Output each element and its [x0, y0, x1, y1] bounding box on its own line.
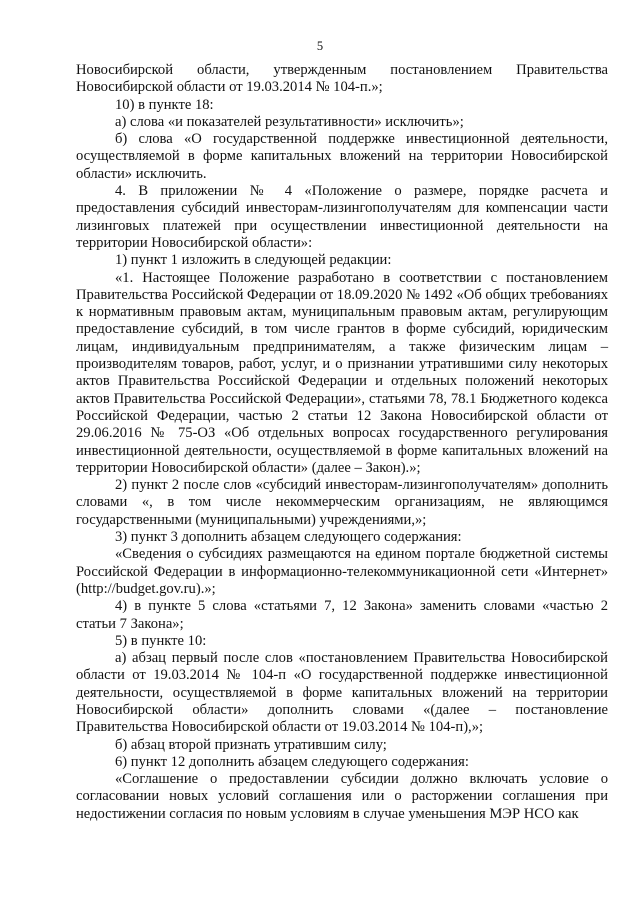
paragraph-item-3: 3) пункт 3 дополнить абзацем следующего содержания: [115, 529, 462, 546]
paragraph-item-1: 1) пункт 1 изложить в следующей редакции: [115, 252, 392, 269]
paragraph-item-6-quote: «Соглашение о предоставлении субсидии должно включать условие о согласовании новых условий соглашения или о расторжении соглашения при недостижении согласия по новым условиям в случае уменьшения МЭР НСО как [76, 771, 608, 822]
paragraph-item-5: 5) в пункте 10: [115, 632, 207, 649]
paragraph-item-10: 10) в пункте 18: [115, 96, 214, 113]
paragraph-item-3-quote: «Сведения о субсидиях размещаются на едином портале бюджетной системы Российской Федерации в информационно-телекоммуникационной сети «Интернет» (http://budget.gov.ru).»; [76, 546, 608, 597]
paragraph-continuation: Новосибирской области, утвержденным постановлением Правительства Новосибирской области от 19.03.2014 № 104-п.»; [76, 62, 608, 96]
paragraph-item-10b: б) слова «О государственной поддержке инвестиционной деятельности, осуществляемой в форме капитальных вложений на территории Новосибирской области» исключить. [76, 131, 608, 182]
paragraph-section-4: 4. В приложении № 4 «Положение о размере, порядке расчета и предоставления субсидий инвесторам-лизингополучателям для компенсации части лизинговых платежей при осуществлении инвестиционной деятельности на территории Новосибирской области»: [76, 183, 608, 251]
paragraph-item-1-quote: «1. Настоящее Положение разработано в соответствии с постановлением Правительства Российской Федерации от 18.09.2020 № 1492 «Об общих требованиях к нормативным правовым актам, муниципальным правовым актам, регулирующим предоставление субсидий, в том числе грантов в форме субсидий, юридическим лицам, индивидуальным предпринимателям, а также физическим лицам – производителям товаров, работ, услуг, и о признании утратившими силу некоторых актов Правительства Российской Федерации и отдельных положений некоторых актов Правительства Российской Федерации», статьями 78, 78.1 Бюджетного кодекса Российской Федерации, частью 2 статьи 12 Закона Новосибирской области от 29.06.2016 № 75-ОЗ «Об отдельных вопросах государственного регулирования инвестиционной деятельности, осуществляемой в форме капитальных вложений на территории Новосибирской области» (далее – Закон).»; [76, 269, 608, 476]
paragraph-item-6: 6) пункт 12 дополнить абзацем следующего содержания: [115, 753, 469, 770]
paragraph-item-10a: а) слова «и показателей результативности» исключить»; [115, 113, 464, 130]
paragraph-item-5b: б) абзац второй признать утратившим силу; [115, 736, 387, 753]
paragraph-item-5a: а) абзац первый после слов «постановлением Правительства Новосибирской области от 19.03.2014 № 104-п «О государственной поддержке инвестиционной деятельности, осуществляемой в форме капитальных вложений на территории Новосибирской области» дополнить словами «(далее – постановление Правительства Новосибирской области от 19.03.2014 № 104-п),»; [76, 650, 608, 736]
page-number: 5 [316, 39, 324, 53]
paragraph-item-4: 4) в пункте 5 слова «статьями 7, 12 Закона» заменить словами «частью 2 статьи 7 Закона»; [76, 598, 608, 632]
document-body [76, 62, 608, 823]
paragraph-item-2: 2) пункт 2 после слов «субсидий инвесторам-лизингополучателям» дополнить словами «, в том числе некоммерческим организациям, не являющимся государственными (муниципальными) учреждениями,»; [76, 477, 608, 528]
